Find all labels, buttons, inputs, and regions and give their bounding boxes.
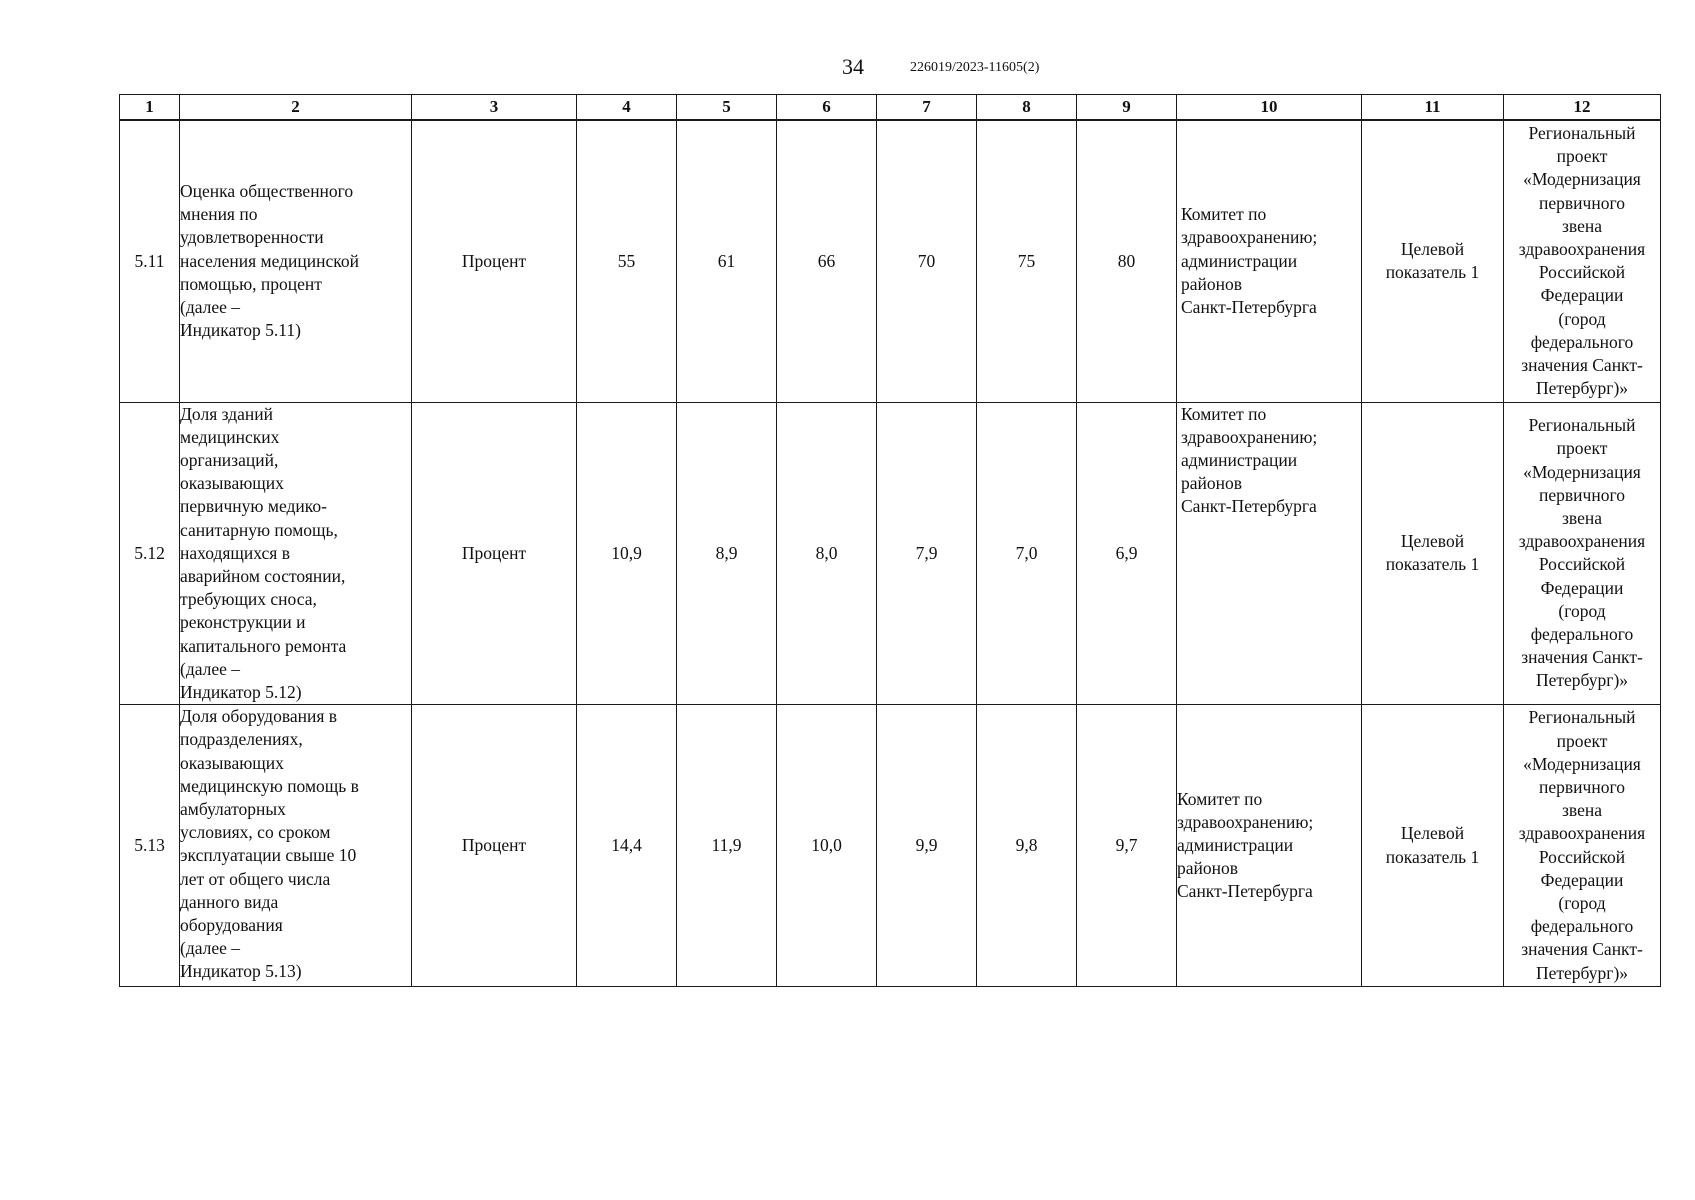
indicator-name: Оценка общественного мнения по удовлетворенности населения медицинской помощью, процент (далее – Индикатор 5.11) — [180, 181, 360, 341]
responsible-cell — [1177, 705, 1362, 987]
responsible-executor: Комитет по здравоохранению; администрации районов Санкт-Петербурга — [1177, 788, 1314, 902]
indicator-name-cell — [180, 402, 412, 705]
regional-project-cell — [1504, 705, 1661, 987]
indicator-value: 66 — [777, 120, 877, 402]
column-header: 12 — [1504, 95, 1661, 121]
indicators-table — [119, 94, 1661, 987]
column-number-header-row — [120, 95, 1661, 121]
column-header: 7 — [877, 95, 977, 121]
column-header: 1 — [120, 95, 180, 121]
table-row — [120, 402, 1661, 705]
responsible-executor: Комитет по здравоохранению; администрации районов Санкт-Петербурга — [1181, 204, 1318, 318]
column-header: 3 — [412, 95, 577, 121]
indicator-value: 14,4 — [577, 705, 677, 987]
indicator-value: 80 — [1077, 120, 1177, 402]
indicator-value: 7,0 — [977, 402, 1077, 705]
indicator-value: 61 — [677, 120, 777, 402]
indicator-value: 6,9 — [1077, 402, 1177, 705]
indicator-value: 8,0 — [777, 402, 877, 705]
regional-project-cell — [1504, 120, 1661, 402]
indicator-value: 8,9 — [677, 402, 777, 705]
document-number: 226019/2023-11605(2) — [910, 60, 1040, 75]
column-header: 8 — [977, 95, 1077, 121]
column-header: 11 — [1362, 95, 1504, 121]
unit-of-measure: Процент — [412, 705, 577, 987]
column-header: 6 — [777, 95, 877, 121]
goal-indicator: Целевой показатель 1 — [1385, 239, 1480, 283]
indicator-value: 11,9 — [677, 705, 777, 987]
indicator-value: 75 — [977, 120, 1077, 402]
table-row — [120, 705, 1661, 987]
column-header: 4 — [577, 95, 677, 121]
regional-project-cell — [1504, 402, 1661, 705]
indicator-value: 70 — [877, 120, 977, 402]
regional-project: Региональный проект «Модернизация первичного звена здравоохранения Российской Федерации (город федерального значения Санкт- Петербург)» — [1518, 123, 1646, 399]
indicator-value: 10,9 — [577, 402, 677, 705]
indicator-value: 7,9 — [877, 402, 977, 705]
unit-of-measure: Процент — [412, 120, 577, 402]
goal-indicator: Целевой показатель 1 — [1385, 531, 1480, 575]
indicator-value: 9,8 — [977, 705, 1077, 987]
column-header: 9 — [1077, 95, 1177, 121]
indicator-value: 55 — [577, 120, 677, 402]
unit-of-measure: Процент — [412, 402, 577, 705]
indicator-number: 5.11 — [120, 120, 180, 402]
responsible-cell — [1177, 120, 1362, 402]
responsible-cell — [1177, 402, 1362, 705]
column-header: 10 — [1177, 95, 1362, 121]
indicator-name: Доля оборудования в подразделениях, оказывающих медицинскую помощь в амбулаторных условиях, со сроком эксплуатации свыше 10 лет от общего числа данного вида оборудования (далее – Индикатор 5.13) — [180, 706, 359, 982]
column-header: 5 — [677, 95, 777, 121]
goal-indicator-cell — [1362, 705, 1504, 987]
responsible-executor: Комитет по здравоохранению; администрации районов Санкт-Петербурга — [1181, 403, 1318, 517]
column-header: 2 — [180, 95, 412, 121]
indicator-name-cell — [180, 705, 412, 987]
goal-indicator-cell — [1362, 402, 1504, 705]
regional-project: Региональный проект «Модернизация первичного звена здравоохранения Российской Федерации (город федерального значения Санкт- Петербург)» — [1518, 707, 1646, 983]
indicator-value: 9,7 — [1077, 705, 1177, 987]
indicator-number: 5.13 — [120, 705, 180, 987]
regional-project: Региональный проект «Модернизация первичного звена здравоохранения Российской Федерации (город федерального значения Санкт- Петербург)» — [1518, 415, 1646, 691]
indicator-name: Доля зданий медицинских организаций, оказывающих первичную медико- санитарную помощь, находящихся в аварийном состоянии, требующих сноса, реконструкции и капитального ремонта (далее – Индикатор 5.12) — [180, 403, 347, 702]
goal-indicator: Целевой показатель 1 — [1385, 823, 1480, 867]
indicator-name-cell — [180, 120, 412, 402]
indicator-number: 5.12 — [120, 402, 180, 705]
table-row — [120, 120, 1661, 402]
page-number: 34 — [842, 54, 864, 79]
page-header — [0, 52, 1695, 82]
goal-indicator-cell — [1362, 120, 1504, 402]
indicator-value: 9,9 — [877, 705, 977, 987]
indicator-value: 10,0 — [777, 705, 877, 987]
